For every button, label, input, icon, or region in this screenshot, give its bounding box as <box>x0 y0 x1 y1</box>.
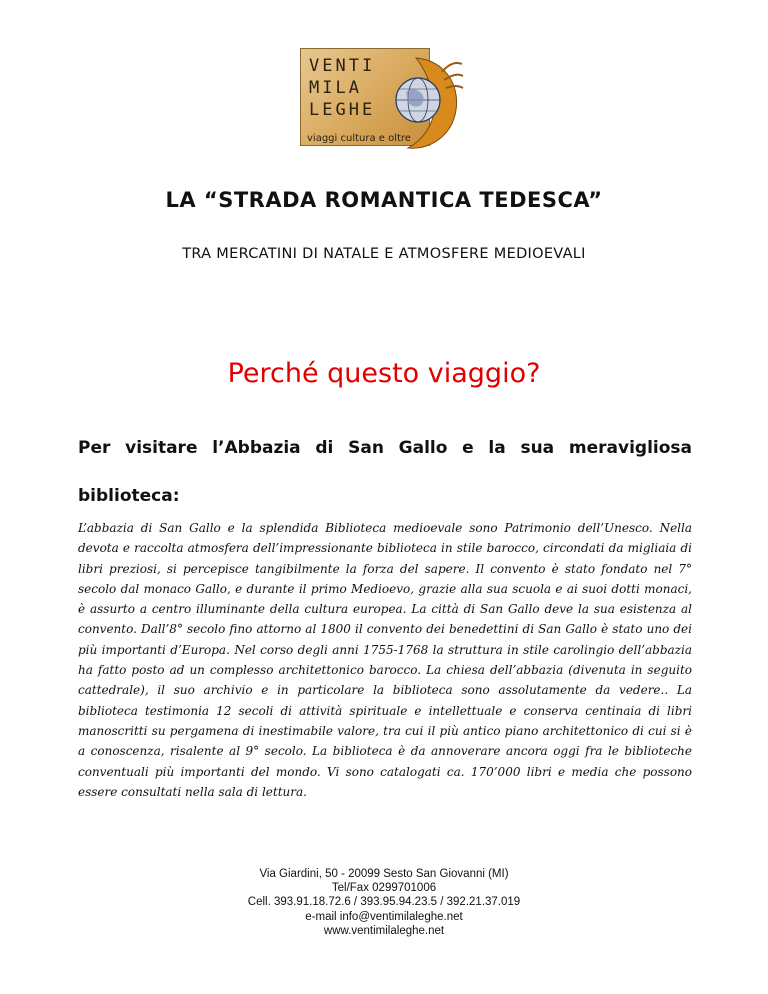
body-paragraph: L’abbazia di San Gallo e la splendida Biblioteca medioevale sono Patrimonio dell’Unesco. Nella devota e raccolta atmosfera dell’impressionante biblioteca in stile barocco, circondati da migliaia di libri preziosi, si percepisce tangibilmente la forza del sapere. Il convento è stato fondato nel 7° secolo dal monaco Gallo, e durante il primo Medioevo, grazie alla sua scuola e ai suoi dotti monaci, è assurto a centro illuminante della cultura europea. La città di San Gallo deve la sua esistenza al convento. Dall’8° secolo fino attorno al 1800 il convento dei benedettini di San Gallo è stato uno dei più importanti d’Europa. Nel corso degli anni 1755-1768 la struttura in stile carolingio dell’abbazia ha fatto posto ad un complesso architettonico barocco. La chiesa dell’abbazia (divenuta in seguito cattedrale), il suo archivio e in particolare la biblioteca sono assolutamente da vedere.. La biblioteca testimonia 12 secoli di attività spirituale e intellettuale e conserva centinaia di libri manoscritti su pergamena di inestimabile valore, tra cui il più antico piano architettonico di cui si è a conoscenza, risalente al 9° secolo. La biblioteca è da annoverare ancora oggi fra le biblioteche conventuali più importanti del mondo. Vi sono catalogati ca. 170’000 libri e media che possono essere consultati nella sala di lettura. <box>78 521 692 799</box>
logo-tagline: viaggi cultura e oltre <box>307 133 411 144</box>
page-title: LA “STRADA ROMANTICA TEDESCA” <box>165 188 603 212</box>
footer-telfax: Tel/Fax 0299701006 <box>331 882 437 895</box>
section-heading: Perché questo viaggio? <box>227 358 541 389</box>
company-logo <box>298 44 468 156</box>
footer-cell: Cell. 393.91.18.72.6 / 393.95.94.23.5 / 392.21.37.019 <box>247 896 521 909</box>
contact-footer <box>0 867 768 938</box>
logo-text-line2: MILA <box>309 78 362 98</box>
globe-icon <box>386 50 464 156</box>
page-subtitle: TRA MERCATINI DI NATALE E ATMOSFERE MEDIOEVALI <box>182 246 586 262</box>
logo-text-line3: LEGHE <box>309 100 376 120</box>
footer-email: e-mail info@ventimilaleghe.net <box>305 910 463 923</box>
footer-address: Via Giardini, 50 - 20099 Sesto San Giovanni (MI) <box>259 868 509 880</box>
footer-website: www.ventimilaleghe.net <box>323 924 445 937</box>
logo-text-line1: VENTI <box>309 56 376 76</box>
reason-heading: Per visitare l’Abbazia di San Gallo e la sua meravigliosa biblioteca: <box>78 438 692 506</box>
